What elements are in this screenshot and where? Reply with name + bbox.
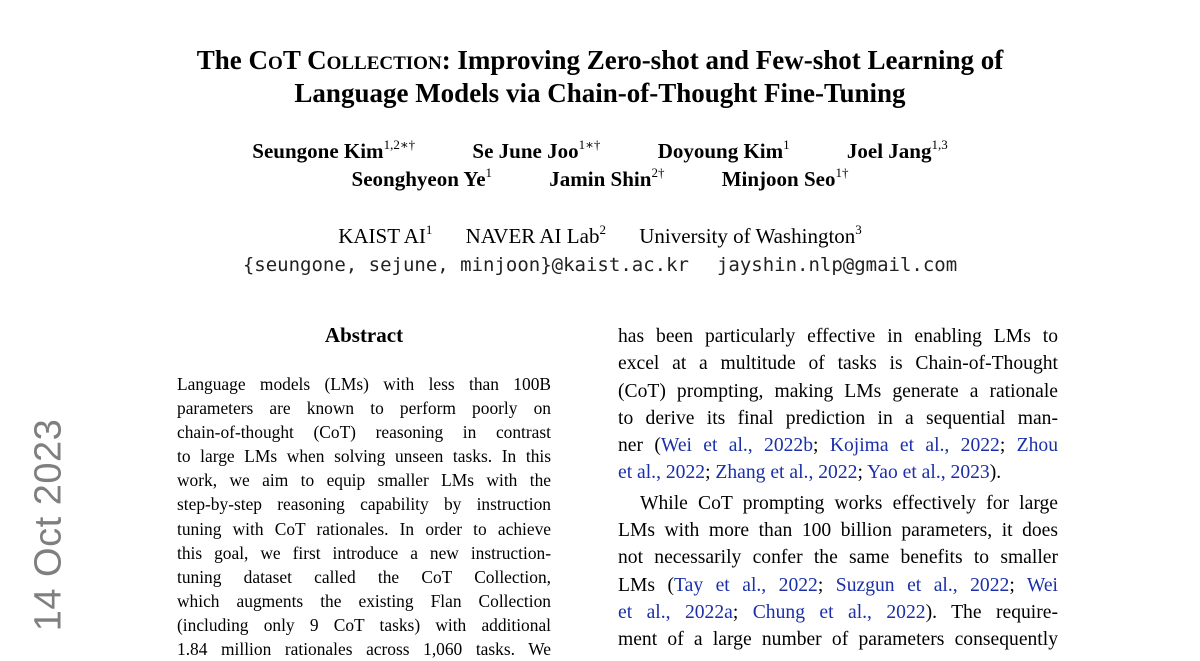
abstract-heading: Abstract: [324, 323, 404, 347]
body-line: While CoT prompting works effectively for large: [640, 492, 1058, 514]
email-addresses: [0, 252, 1200, 278]
author: Minjoon Seo$^{1\dagger}$: [721, 165, 849, 191]
author: Seonghyeon Ye$^1$: [351, 165, 493, 191]
body-line: ner (Wei et al., 2022b; Kojima et al., 2022; Zhou: [618, 435, 1058, 457]
paper-title: [0, 44, 1200, 110]
abstract-line: Language models (LMs) with less than 100B: [177, 374, 551, 394]
affiliation: KAIST $AI^1$: [338, 222, 433, 248]
body-line: et al., 2022; Zhang et al., 2022; Yao et al., 2023).: [618, 462, 1002, 484]
intro-body: [618, 323, 1058, 654]
citation-link[interactable]: et al., 2022: [618, 462, 706, 484]
abstract-line: to large LMs when solving unseen tasks. In this: [177, 446, 551, 467]
abstract-line: 1.84 million rationales across 1,060 tasks. We: [177, 639, 551, 660]
body-line: has been particularly effective in enabling LMs to: [618, 326, 1058, 347]
body-line: to derive its final prediction in a sequential man-: [618, 407, 1058, 429]
body-line: LMs (Tay et al., 2022; Suzgun et al., 2022; Wei: [618, 574, 1058, 596]
abstract-body: [177, 372, 551, 661]
body-line: et al., 2022a; Chung et al., 2022). The require-: [618, 601, 1058, 623]
author: Doyoung Kim$^1$: [657, 137, 790, 163]
citation-link[interactable]: Kojima et al., 2022: [829, 435, 1000, 457]
citation-link[interactable]: Wei et al., 2022b: [660, 435, 814, 457]
paper-title-line-2: Language Models via Chain-of-Thought Fine-Tuning: [294, 78, 906, 108]
affiliation: NAVER AI Lab$^2$: [465, 222, 606, 248]
body-line: excel at a multitude of tasks is Chain-of-Thought: [618, 353, 1058, 375]
abstract-line: this goal, we first introduce a new instruction-: [177, 542, 551, 563]
author: Se June Joo$^{1∗\dagger}$: [472, 137, 601, 163]
affiliation: University of Washington$^3$: [639, 222, 862, 248]
citation-link[interactable]: Wei: [1026, 574, 1058, 596]
abstract-line: work, we aim to equip smaller LMs with the: [177, 470, 551, 491]
body-line: not necessarily confer the same benefits to smaller: [618, 547, 1058, 569]
citation-link[interactable]: Yao et al., 2023: [867, 462, 990, 484]
email: {seungone, sejune, minjoon}@kaist.ac.kr: [242, 254, 689, 276]
abstract-line: which augments the existing Flan Collection: [177, 590, 551, 611]
body-line: LMs with more than 100 billion parameters, it does: [618, 520, 1058, 542]
citation-link[interactable]: Suzgun et al., 2022: [835, 574, 1010, 596]
paper-title-line-1: The CoT Collection: Improving Zero-shot and Few-shot Learning of: [196, 45, 1004, 75]
abstract-line: tuning with CoT rationales. In order to achieve: [177, 518, 551, 539]
email: jayshin.nlp@gmail.com: [716, 254, 958, 276]
author: Jamin Shin$^{2\dagger}$: [549, 165, 665, 191]
citation-link[interactable]: Zhang et al., 2022: [715, 462, 858, 484]
author-row-2: [0, 166, 1200, 192]
abstract-line: parameters are known to perform poorly on: [177, 398, 551, 419]
citation-link[interactable]: Zhou: [1016, 435, 1058, 457]
abstract-line: chain-of-thought (CoT) reasoning in contrast: [177, 422, 551, 443]
body-line: (CoT) prompting, making LMs generate a rationale: [618, 380, 1058, 402]
abstract-line: (including only 9 CoT tasks) with additional: [177, 614, 551, 635]
abstract-line: step-by-step reasoning capability by instruction: [177, 494, 551, 515]
dataset-name: CoT Collection: [248, 45, 442, 75]
paragraph-2: [618, 490, 1058, 654]
author: Seungone Kim$^{1,2∗\dagger}$: [252, 137, 416, 163]
body-line: ment of a large number of parameters consequently: [618, 629, 1058, 651]
citation-link[interactable]: et al., 2022a: [618, 601, 733, 623]
author: Joel Jang$^{1,3}$: [846, 137, 948, 163]
abstract-line: tuning dataset called the CoT Collection,: [177, 566, 551, 587]
arxiv-date-stamp: 14 Oct 2023: [27, 418, 70, 632]
citation-link[interactable]: Chung et al., 2022: [752, 601, 926, 623]
affiliations: [0, 223, 1200, 249]
citation-link[interactable]: Tay et al., 2022: [674, 574, 818, 596]
author-row-1: [0, 138, 1200, 164]
